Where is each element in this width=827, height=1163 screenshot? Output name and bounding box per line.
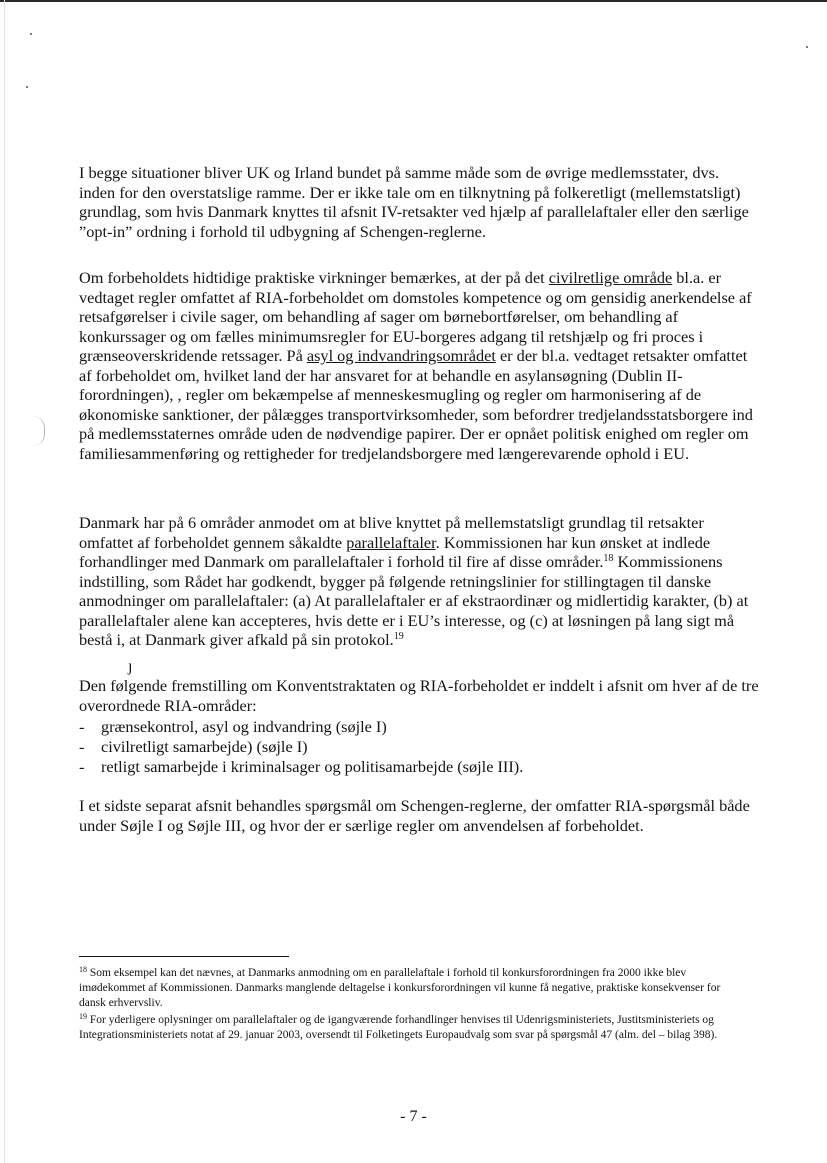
margin-bracket-mark — [30, 416, 45, 446]
asyl-indvandring-underlined: asyl og indvandringsområdet — [306, 346, 496, 365]
paragraph-5: I et sidste separat afsnit behandles spørgsmål om Schengen-reglerne, der omfatter RIA-spørgsmål både under Søjle I og Søjle III, og hvor der er særlige regler om anvendelsen af forbeholdet. — [79, 796, 750, 835]
paragraph-2-text-a: Om forbeholdets hidtidige praktiske virkninger bemærkes, at der på det — [79, 268, 549, 287]
paragraph-3-text-c: . Kommissionen har kun ønsket at indlede forhandlinger med Danmark om parallelaftaler i forhold til fire af disse områder. — [79, 532, 711, 571]
list-item-text: civilretligt samarbejde) (søjle I) — [101, 737, 308, 756]
paragraph-4: Den følgende fremstilling om Konventstraktaten og RIA-forbeholdet er inddelt i afsnit om hver af de tre overordnede RIA-områder: — [79, 676, 759, 715]
paragraph-2 — [79, 268, 759, 463]
ria-areas-list — [79, 717, 739, 777]
footnote-text: For yderligere oplysninger om parallelaftaler og de igangværende forhandlinger henvises til Udenrigsministeriets, Justitsministeriets og Integrationsministeriets notat af 29. januar 2003, oversendt til Folketingets Europaudvalg som svar på spørgsmål 47 (alm. del – bilag 398). — [79, 1014, 718, 1041]
civilretlige-omraade-underlined: civilretlige område — [548, 268, 673, 287]
list-item — [79, 757, 739, 777]
list-item — [79, 737, 739, 757]
scan-speck — [30, 33, 32, 35]
parallelaftaler-underlined: parallelaftaler — [346, 532, 436, 552]
paragraph-1: I begge situationer bliver UK og Irland bundet på samme måde som de øvrige medlemsstater, dvs. inden for den overstatslige ramme. Der er ikke tale om en tilknytning på folkeretligt (mellemstatsligt) grundlag, som hvis Danmark knyttes til afsnit IV-retsakter ved hjælp af parallelaftaler eller den særlige ”opt-in” ordning i forhold til udbygning af Schengen-reglerne. — [79, 163, 749, 241]
footnote-number: 19 — [79, 1012, 87, 1021]
footnote-separator — [79, 956, 289, 957]
scan-speck — [26, 86, 28, 88]
list-item — [79, 717, 739, 737]
list-item-text: retligt samarbejde i kriminalsager og politisamarbejde (søjle III). — [101, 757, 524, 776]
footnote-18 — [79, 966, 747, 1011]
list-dash: - — [79, 757, 85, 776]
list-item-text: grænsekontrol, asyl og indvandring (søjle I) — [101, 717, 387, 736]
footnote-number: 18 — [79, 965, 87, 974]
footnote-19 — [79, 1013, 747, 1043]
list-dash: - — [79, 717, 85, 736]
paragraph-3-text-d: Kommissionens indstilling, som Rådet har godkendt, bygger på følgende retningslinier for stillingtagen til danske anmodninger om parallelaftaler: (a) At parallelaftaler er af ekstraordinær og midlertidig karakter, (b) at parallelaftaler alene kan accepteres, hvis dette er i EU’s interesse, og (c) at løsningen på lang sigt må bestå i, at Danmark giver afkald på sin protokol. — [79, 552, 749, 649]
scan-edge-left — [4, 0, 5, 1163]
paragraph-2-text-c: bl.a. er vedtaget regler omfattet af RIA-forbeholdet om domstoles kompetence og om gensidig anerkendelse af retsafgørelser i civile sager, om behandling af sager om børnebortførelser, om behandling af konkurssager og om fælles minimumsregler for EU-borgeres adgang til retshjælp og fri proces i grænseoverskridende retssager. På — [79, 268, 752, 365]
paragraph-2-text-e: er der bl.a. vedtaget retsakter omfattet af forbeholdet om, hvilket land der har ansvaret for at behandle en asylansøgning (Dublin II-forordningen), , regler om bekæmpelse af menneskesmugling og regler om harmonisering af de økonomiske sanktioner, der pålægges transportvirksomheder, som befordrer tredjelandsstatsborgere ind på medlemsstaternes område uden de nødvendige papirer. Der er opnået politisk enighed om regler om familiesammenføring og rettigheder for tredjelandsborgere med længerevarende ophold i EU. — [79, 346, 753, 463]
paragraph-3 — [79, 513, 759, 650]
footnote-ref-18: 18 — [603, 553, 614, 564]
list-dash: - — [79, 737, 85, 756]
scan-speck — [806, 46, 808, 48]
footnote-ref-19: 19 — [393, 631, 404, 642]
footnote-text: Som eksempel kan det nævnes, at Danmarks anmodning om en parallelaftale i forhold til konkursforordningen fra 2000 ikke blev imødekommet af Kommissionen. Danmarks manglende deltagelse i konkursforordningen vil kunne få negative, praktiske konsekvenser for dansk erhvervsliv. — [79, 967, 721, 1009]
scan-edge-top — [0, 0, 827, 2]
page-number: - 7 - — [400, 1108, 427, 1125]
stray-pen-mark: ȷ — [128, 658, 133, 675]
paragraph-3-text-a: Danmark har på 6 områder anmodet om at blive knyttet på mellemstatsligt grundlag til retsakter omfattet af forbeholdet gennem såkaldte — [79, 513, 704, 552]
